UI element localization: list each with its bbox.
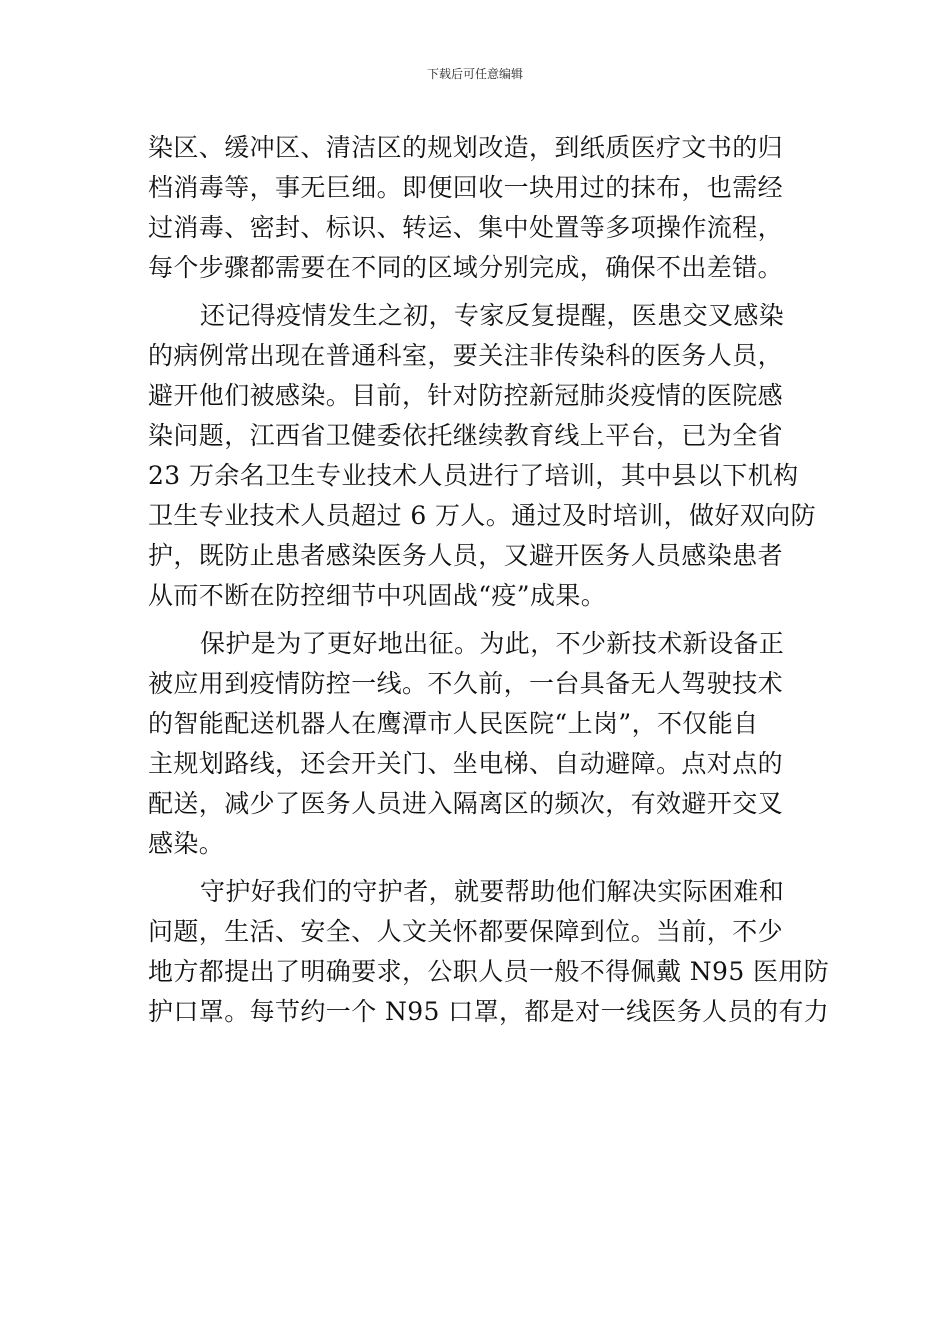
text-line: 保护是为了更好地出征。为此，不少新技术新设备正 <box>200 629 785 658</box>
document-body <box>148 128 830 1040</box>
text-line: 23 万余名卫生专业技术人员进行了培训，其中县以下机构 <box>148 461 799 490</box>
paragraph-1 <box>148 128 813 288</box>
text-line: 染区、缓冲区、清洁区的规划改造，到纸质医疗文书的归 <box>148 133 784 162</box>
text-line: 还记得疫情发生之初，专家反复提醒，医患交叉感染 <box>200 301 785 330</box>
text-line: 卫生专业技术人员超过 6 万人。通过及时培训，做好双向防 <box>148 501 817 530</box>
text-line: 过消毒、密封、标识、转运、集中处置等多项操作流程， <box>148 213 784 242</box>
text-line: 地方都提出了明确要求，公职人员一般不得佩戴 N95 医用防 <box>148 957 830 986</box>
text-line: 的智能配送机器人在鹰潭市人民医院“上岗”，不仅能自 <box>148 709 759 738</box>
text-line: 从而不断在防控细节中巩固战“疫”成果。 <box>148 581 607 610</box>
text-line: 的病例常出现在普通科室，要关注非传染科的医务人员， <box>148 341 784 370</box>
paragraph-3 <box>148 624 813 864</box>
page-header: 下载后可任意编辑 <box>426 67 523 81</box>
text-line: 染问题，江西省卫健委依托继续教育线上平台，已为全省 <box>148 421 784 450</box>
paragraph-2 <box>148 296 817 616</box>
text-line: 护，既防止患者感染医务人员，又避开医务人员感染患者 <box>148 541 784 570</box>
text-line: 每个步骤都需要在不同的区域分别完成，确保不出差错。 <box>148 253 784 282</box>
paragraph-4 <box>148 872 830 1032</box>
text-line: 主规划路线，还会开关门、坐电梯、自动避障。点对点的 <box>148 749 784 778</box>
text-line: 被应用到疫情防控一线。不久前，一台具备无人驾驶技术 <box>148 669 784 698</box>
text-line: 护口罩。每节约一个 N95 口罩，都是对一线医务人员的有力 <box>148 997 830 1026</box>
text-line: 避开他们被感染。目前，针对防控新冠肺炎疫情的医院感 <box>148 381 784 410</box>
text-line: 配送，减少了医务人员进入隔离区的频次，有效避开交叉 <box>148 789 784 818</box>
text-line: 档消毒等，事无巨细。即便回收一块用过的抹布，也需经 <box>148 173 784 202</box>
text-line: 守护好我们的守护者，就要帮助他们解决实际困难和 <box>200 877 785 906</box>
text-line: 感染。 <box>148 829 225 858</box>
text-line: 问题，生活、安全、人文关怀都要保障到位。当前，不少 <box>148 917 784 946</box>
